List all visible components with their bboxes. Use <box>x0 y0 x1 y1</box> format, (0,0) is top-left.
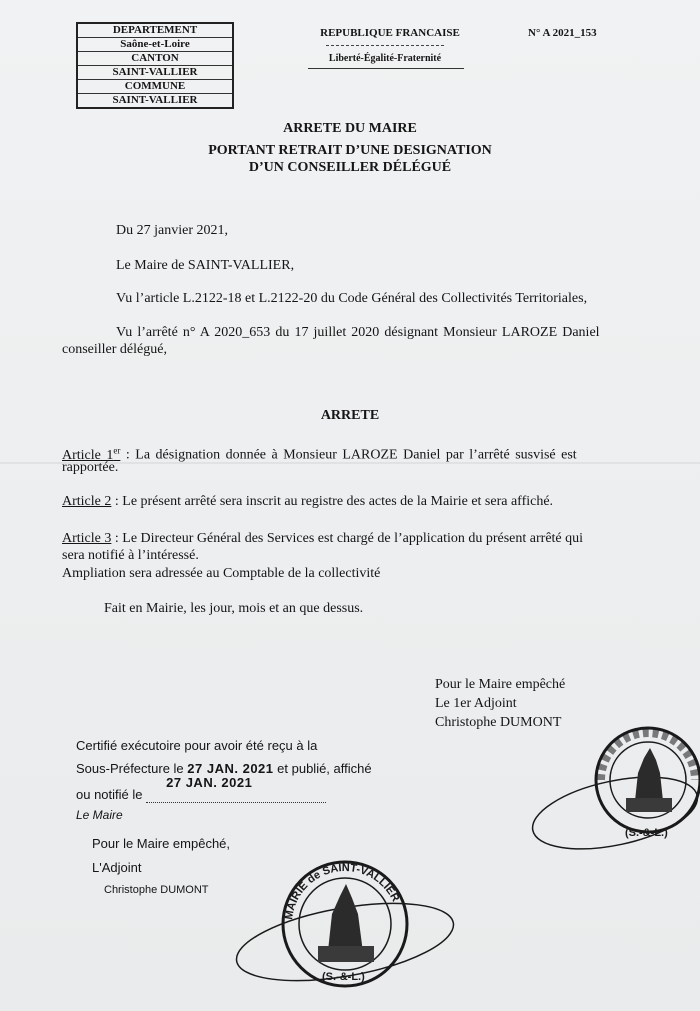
document-number: N° A 2021_153 <box>528 27 597 39</box>
mayor-line: Le Maire de SAINT-VALLIER, <box>116 258 295 273</box>
vu-article: Vu l’article L.2122-18 et L.2122-20 du Code Général des Collectivités Territoriales, <box>116 291 588 306</box>
le-maire-label: Le Maire <box>76 808 123 822</box>
seal-bottom-text: (S.-&-L.) <box>322 971 365 983</box>
motto-underline <box>308 68 464 69</box>
title-line-2: PORTANT RETRAIT D’UNE DESIGNATION <box>208 143 492 158</box>
vu-arrete-line-1: Vu l’arrêté n° A 2020_653 du 17 juillet 2020 désignant Monsieur LAROZE Daniel <box>116 325 600 340</box>
dept-value: Saône-et-Loire <box>78 38 232 52</box>
title-line-3: D’UN CONSEILLER DÉLÉGUÉ <box>248 160 452 175</box>
article-1-continued: rapportée. <box>62 460 119 475</box>
motto: Liberté-Égalité-Fraternité <box>328 53 442 64</box>
title-line-1: ARRETE DU MAIRE <box>283 121 417 136</box>
article-2: Article 2 : Le présent arrêté sera inscrit au registre des actes de la Mairie et sera affiché. <box>62 494 554 509</box>
mairie-seal-stamp-right <box>530 718 700 858</box>
signature-role: Pour le Maire empêché <box>435 677 566 692</box>
seal-text: MAIRIE de SAINT-VALLIER <box>283 861 402 921</box>
certification-line-3: ou notifié le 27 JAN. 2021 <box>76 787 326 803</box>
receipt-date-stamp: 27 JAN. 2021 <box>187 761 274 776</box>
signature-title: Le 1er Adjoint <box>435 696 517 711</box>
signature-name: Christophe DUMONT <box>435 715 562 730</box>
article-1-label: Article 1er <box>62 445 121 463</box>
article-1: Article 1er : La désignation donnée à Monsieur LAROZE Daniel par l’arrêté susvisé est <box>62 445 577 463</box>
fait-en-mairie: Fait en Mairie, les jour, mois et an que dessus. <box>104 601 364 616</box>
certification-line-2: Sous-Préfecture le 27 JAN. 2021 et publié, affiché <box>76 761 372 776</box>
svg-text:(S.-&-L.): (S.-&-L.) <box>625 827 668 839</box>
commune-label: COMMUNE <box>78 80 232 94</box>
vu-arrete-line-2: conseiller délégué, <box>62 342 167 357</box>
arrete-heading: ARRETE <box>320 408 380 423</box>
article-3: Article 3 : Le Directeur Général des Services est chargé de l’application du présent arrêté qui <box>62 531 584 546</box>
cert-name: Christophe DUMONT <box>104 884 209 896</box>
cert-adjoint: L'Adjoint <box>92 860 142 875</box>
mairie-seal-stamp-bottom <box>230 852 460 1002</box>
notification-date-stamp: 27 JAN. 2021 <box>166 775 253 790</box>
republic-heading: REPUBLIQUE FRANCAISE <box>320 27 460 39</box>
article-3-label: Article 3 <box>62 531 112 546</box>
article-3-continued: sera notifié à l’intéressé. <box>62 548 199 563</box>
canton-label: CANTON <box>78 52 232 66</box>
certification-line-1: Certifié exécutoire pour avoir été reçu à la <box>76 738 318 753</box>
cert-pour-maire: Pour le Maire empêché, <box>92 836 231 851</box>
ampliation-line: Ampliation sera adressée au Comptable de la collectivité <box>62 566 381 581</box>
canton-value: SAINT-VALLIER <box>78 66 232 80</box>
department-box <box>76 22 234 109</box>
decree-date: Du 27 janvier 2021, <box>116 223 228 238</box>
commune-value: SAINT-VALLIER <box>112 94 198 106</box>
dept-label: DEPARTEMENT <box>78 24 232 38</box>
article-2-label: Article 2 <box>62 494 112 509</box>
republic-divider <box>326 45 444 46</box>
